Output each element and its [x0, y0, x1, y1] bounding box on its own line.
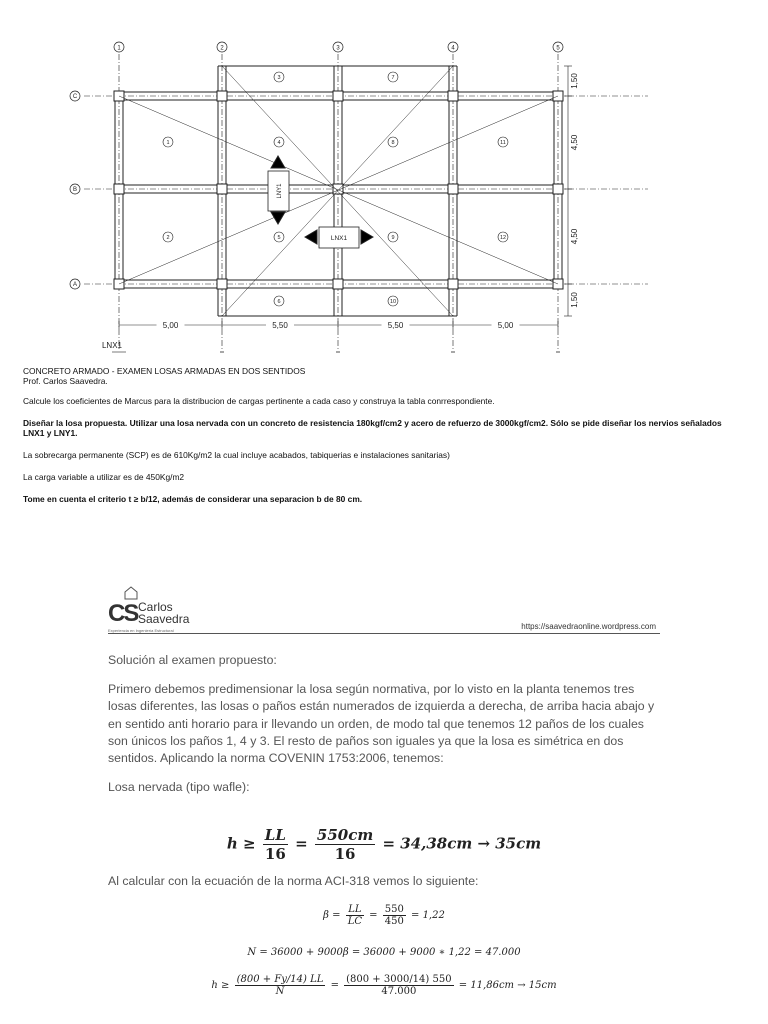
- house-icon: [124, 586, 138, 600]
- column: [333, 91, 343, 101]
- exam-question-2: Diseñar la losa propuesta. Utilizar una losa nervada con un concreto de resistencia 180kgf/cm2 y acero de refuerzo de 3000kgf/cm2. Sólo se pide diseñar los nervios señalados LNX1 y LNY1.: [23, 418, 722, 438]
- dimension-y-label: 4,50: [570, 134, 579, 151]
- axis-label-1: 1: [117, 45, 121, 52]
- logo-mark: CS: [108, 600, 138, 627]
- solution-heading: Solución al examen propuesto:: [108, 653, 277, 667]
- axis-label-2: 2: [220, 45, 224, 52]
- panel-label-11: 11: [500, 140, 506, 146]
- panel-label-9: 9: [391, 235, 395, 241]
- axis-label-3: 3: [336, 45, 340, 52]
- panel-label-6: 6: [277, 299, 281, 305]
- axis-label-C: C: [72, 94, 78, 101]
- solution-subheading: Losa nervada (tipo wafle):: [108, 780, 250, 795]
- equation-1: h ≥ $\frac{LL}{16}$ = $\frac{550cm}{16}$ = 34,38cm → 35cm: [226, 826, 542, 863]
- dimension-y-label: 4,50: [570, 228, 579, 245]
- panel-label-5: 5: [277, 235, 281, 241]
- exam-question-4: La carga variable a utilizar es de 450Kg/m2: [23, 472, 185, 482]
- exam-question-1: Calcule los coeficientes de Marcus para la distribucion de cargas pertinente a cada caso y construya la tabla conrrespondiente.: [23, 396, 495, 406]
- panel-label-2: 2: [166, 235, 170, 241]
- exam-question-3: La sobrecarga permanente (SCP) es de 610Kg/m2 la cual incluye acabados, tabiquerias e instalaciones sanitarias): [23, 450, 450, 460]
- lnx1-label: LNX1: [330, 235, 348, 242]
- equation-2: β = $\frac{LL}{LC}$ = $\frac{550}{450}$ = 1,22: [323, 904, 445, 927]
- exam-question-5: Tome en cuenta el criterio t ≥ b/12, además de considerar una separacion b de 80 cm.: [23, 494, 363, 504]
- author-logo: [108, 586, 238, 634]
- solution-section: [108, 652, 660, 808]
- header-divider: [108, 633, 660, 634]
- axis-label-A: A: [72, 282, 78, 289]
- panel-label-7: 7: [391, 75, 395, 81]
- column: [553, 184, 563, 194]
- arrow-left-icon: [305, 230, 317, 244]
- arrow-right-icon: [361, 230, 373, 244]
- dimension-y-label: 1,50: [570, 292, 579, 308]
- exam-professor: Prof. Carlos Saavedra.: [23, 376, 108, 386]
- axis-label-5: 5: [556, 45, 560, 52]
- aci-paragraph: Al calcular con la ecuación de la norma ACI-318 vemos lo siguiente:: [108, 874, 479, 888]
- column: [448, 184, 458, 194]
- exam-title: CONCRETO ARMADO - EXAMEN LOSAS ARMADAS EN DOS SENTIDOS: [23, 366, 306, 376]
- solution-paragraph: Primero debemos predimensionar la losa según normativa, por lo visto en la planta tenemos tres losas diferentes, las losas o paños están numerados de izquierda a derecha, de arriba hacia abajo y en sentido anti horario para ir llevando un orden, de modo tal que tenemos 12 paños de los cuales son únicos los paños 1, 4 y 3. El resto de paños son iguales ya que la losa es simétrica en dos sentidos. Aplicando la norma COVENIN 1753:2006, tenemos:: [108, 682, 655, 766]
- equation-3: N = 36000 + 9000β = 36000 + 9000 ∗ 1,22 = 47.000: [247, 947, 521, 958]
- lny1-label: LNY1: [277, 183, 283, 199]
- axis-label-B: B: [72, 187, 78, 194]
- panel-label-12: 12: [499, 235, 507, 241]
- logo-tagline: Experiencia en Ingeniería Estructural: [108, 628, 174, 633]
- panel-label-4: 4: [277, 140, 281, 146]
- column: [217, 91, 227, 101]
- column: [448, 279, 458, 289]
- blog-url[interactable]: https://saavedraonline.wordpress.com: [521, 622, 656, 631]
- column: [217, 279, 227, 289]
- dimension-x-label: 5,00: [497, 321, 514, 330]
- column: [114, 184, 124, 194]
- floor-plan-drawing: [0, 0, 768, 360]
- column: [333, 184, 343, 194]
- column: [448, 91, 458, 101]
- panel-label-10: 10: [389, 299, 397, 305]
- panel-label-1: 1: [166, 140, 170, 146]
- dimension-x-label: 5,50: [387, 321, 404, 330]
- column: [217, 184, 227, 194]
- lnx1-section-label: LNX1: [101, 341, 123, 350]
- axis-label-4: 4: [451, 45, 455, 52]
- column: [333, 279, 343, 289]
- logo-name: Carlos Saavedra: [138, 600, 190, 626]
- exam-statement: [23, 366, 733, 516]
- panel-label-8: 8: [391, 140, 395, 146]
- equation-4: h ≥ $\frac{(800 + Fy/14) LL}{N}$ = $\frac{(800 + 3000/14) 550}{47.000}$ = 11,86cm → 15cm: [211, 974, 557, 997]
- dimension-x-label: 5,50: [272, 321, 288, 330]
- dimension-y-label: 1,50: [570, 73, 579, 89]
- dimension-x-label: 5,00: [162, 321, 179, 330]
- panel-label-3: 3: [277, 75, 281, 81]
